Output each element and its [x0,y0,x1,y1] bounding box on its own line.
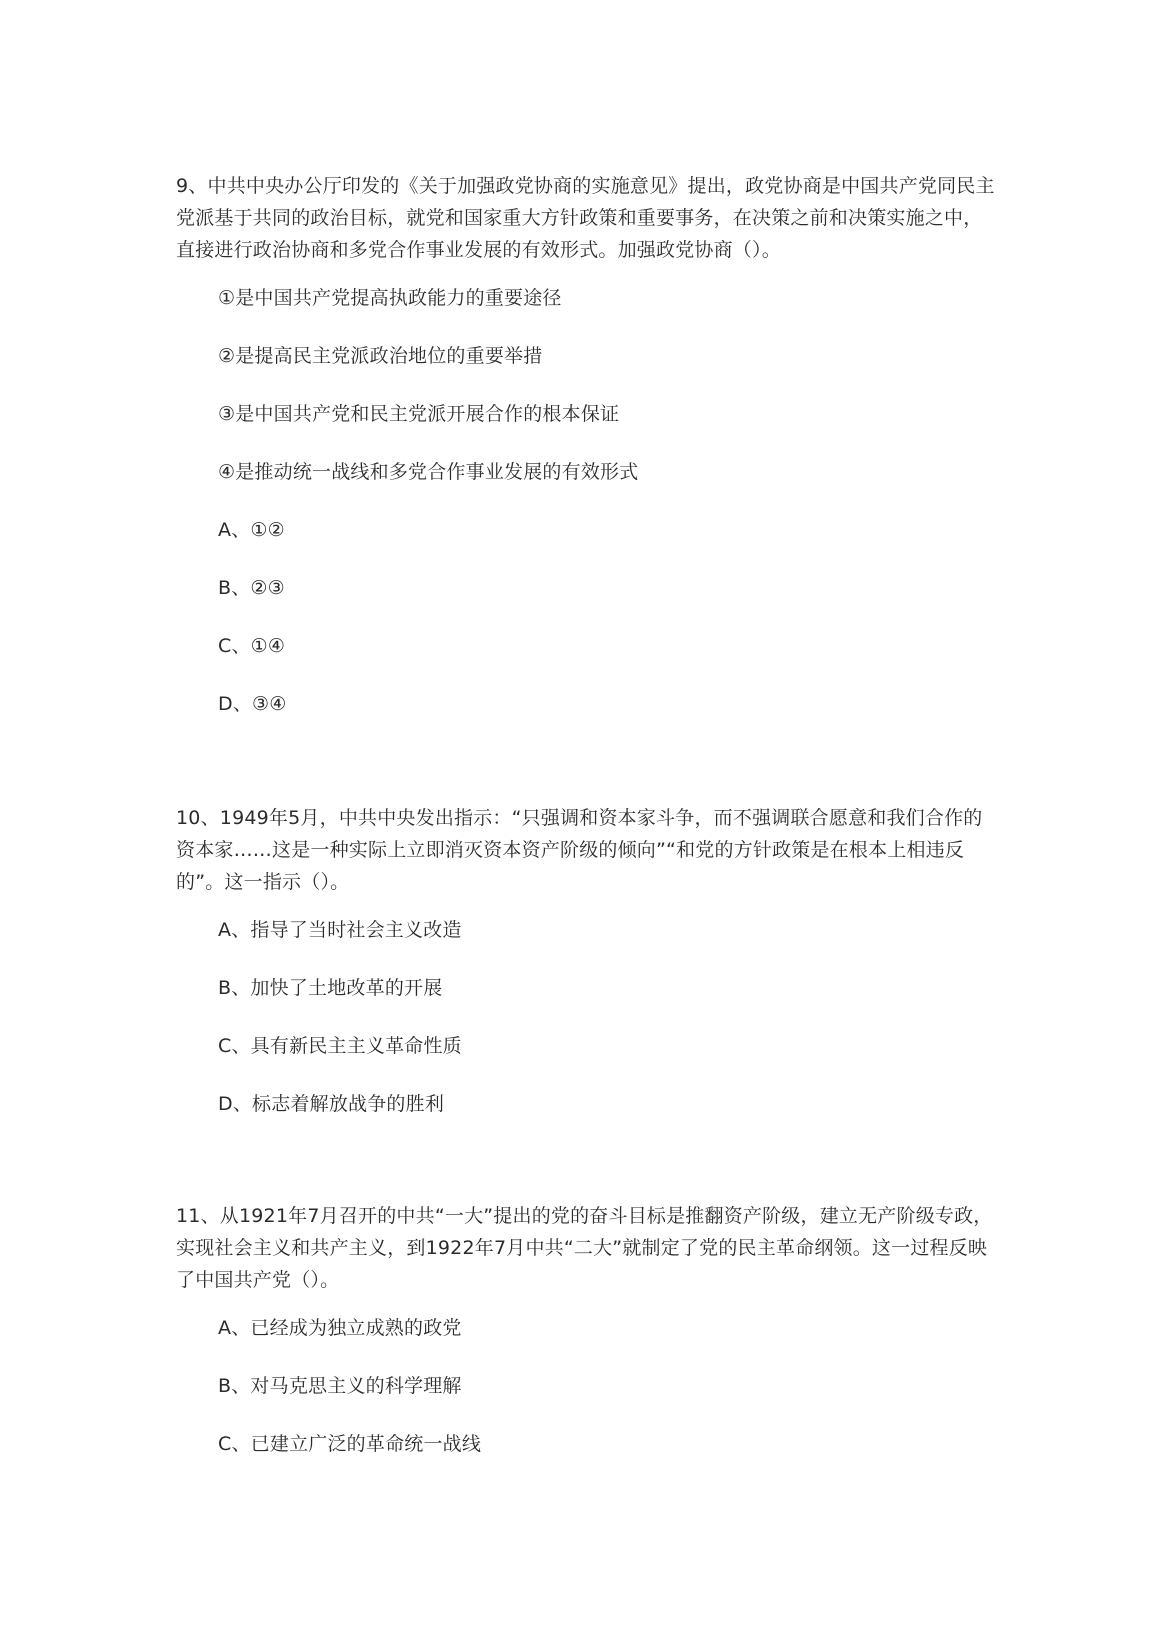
question-9 [176,170,996,718]
option-c: C、具有新民主主义革命性质 [218,1035,462,1057]
question-stem: 11、从1921年7月召开的中共“一大”提出的党的奋斗目标是推翻资产阶级，建立无产阶级专政，实现社会主义和共产主义，到1922年7月中共“二大”就制定了党的民主革命纲领。这一过程反映了中国共产党（）。 [176,1205,993,1291]
option-b: B、②③ [218,577,285,599]
option-a: A、指导了当时社会主义改造 [218,919,462,941]
option-b: B、对马克思主义的科学理解 [218,1375,462,1397]
question-11 [176,1200,996,1458]
statement-2: ②是提高民主党派政治地位的重要举措 [218,345,543,367]
statement-1: ①是中国共产党提高执政能力的重要途径 [218,287,562,309]
option-c: C、①④ [218,635,286,657]
option-b: B、加快了土地改革的开展 [218,977,443,999]
option-d: D、标志着解放战争的胜利 [218,1093,445,1115]
question-stem: 9、中共中央办公厅印发的《关于加强政党协商的实施意见》提出，政党协商是中国共产党同民主党派基于共同的政治目标，就党和国家重大方针政策和重要事务，在决策之前和决策实施之中，直接进行政治协商和多党合作事业发展的有效形式。加强政党协商（）。 [176,175,995,261]
statement-3: ③是中国共产党和民主党派开展合作的根本保证 [218,403,620,425]
statement-4: ④是推动统一战线和多党合作事业发展的有效形式 [218,461,639,483]
question-stem: 10、1949年5月，中共中央发出指示：“只强调和资本家斗争，而不强调联合愿意和我们合作的资本家……这是一种实际上立即消灭资本资产阶级的倾向”“和党的方针政策是在根本上相违反的”。这一指示（）。 [176,807,983,893]
option-d: D、③④ [218,693,287,715]
option-a: A、已经成为独立成熟的政党 [218,1317,462,1339]
question-10 [176,802,996,1118]
option-a: A、①② [218,519,285,541]
option-c: C、已建立广泛的革命统一战线 [218,1433,482,1455]
